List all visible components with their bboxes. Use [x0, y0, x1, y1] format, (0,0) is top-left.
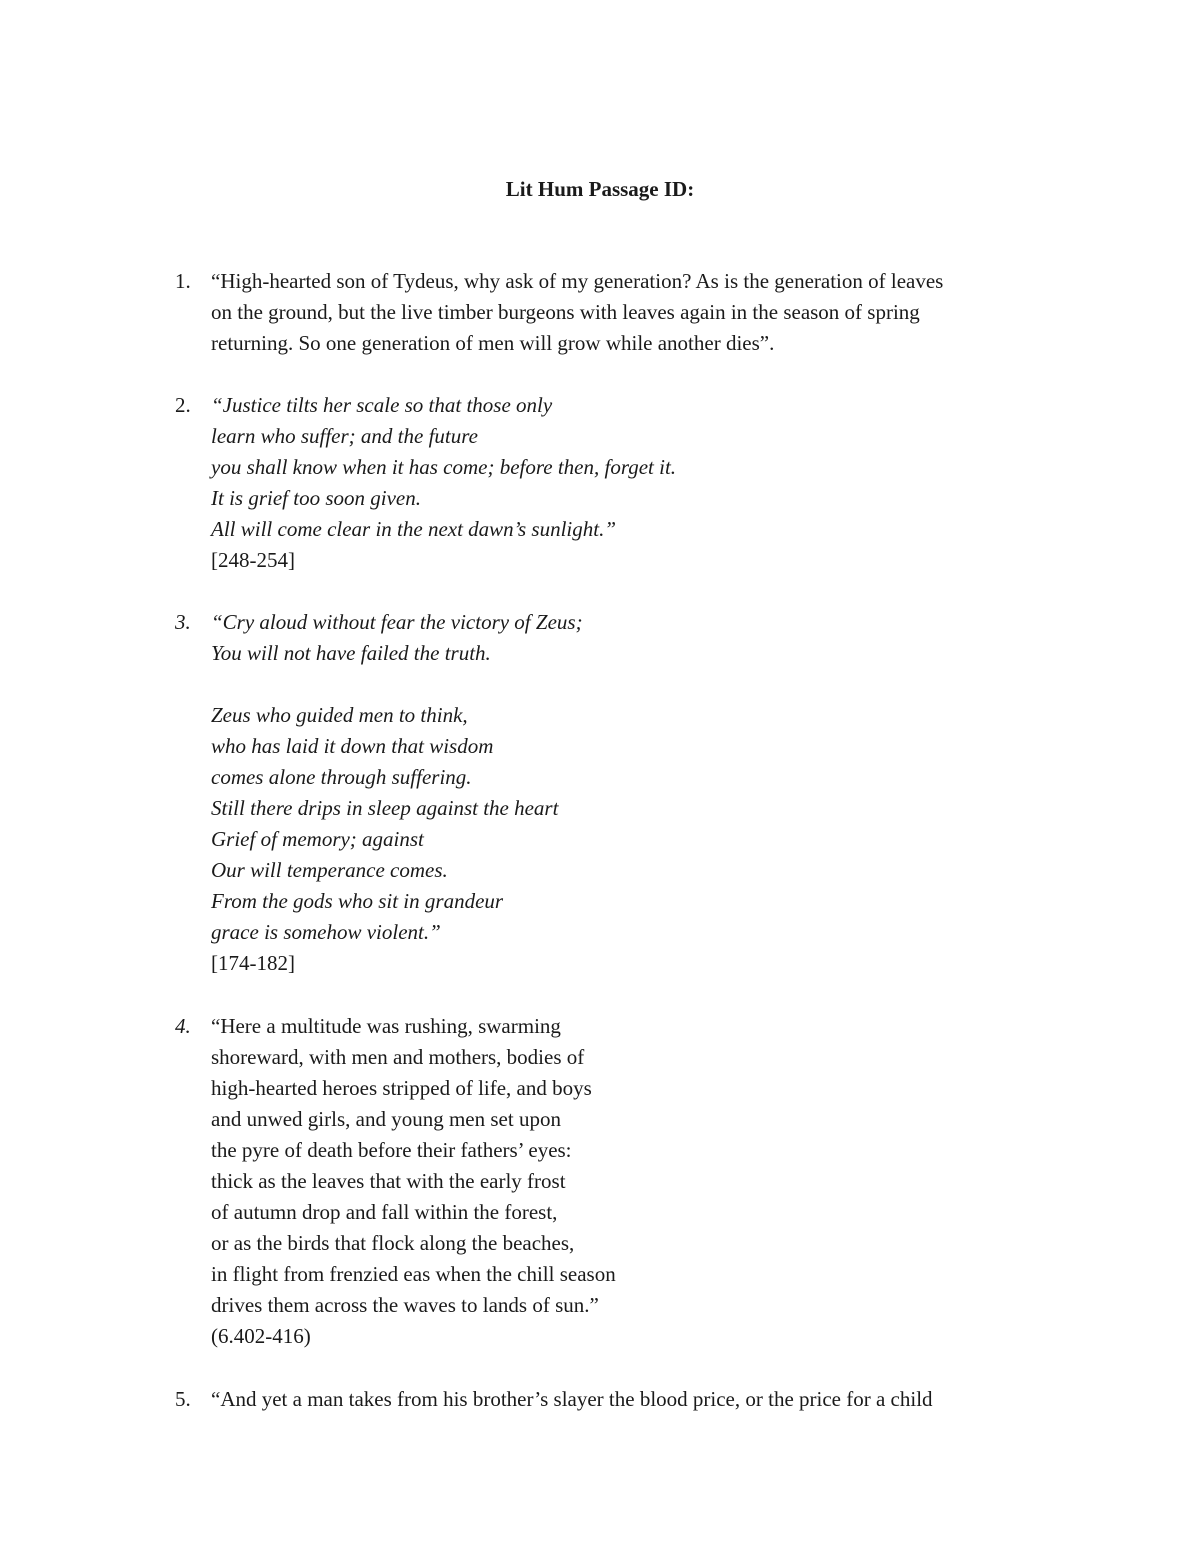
passage-line: You will not have failed the truth. — [211, 641, 491, 665]
passage-3 — [175, 607, 1055, 979]
passage-line: shoreward, with men and mothers, bodies of — [211, 1045, 585, 1069]
passage-line: of autumn drop and fall within the forest, — [211, 1200, 558, 1224]
passage-1 — [175, 266, 1055, 359]
passage-line: “Here a multitude was rushing, swarming — [211, 1014, 561, 1038]
passage-line: in flight from frenzied eas when the chill season — [211, 1262, 616, 1286]
passage-line: Still there drips in sleep against the heart — [211, 796, 559, 820]
passage-line: comes alone through suffering. — [211, 765, 472, 789]
passage-number: 3. — [175, 610, 191, 634]
passage-citation: [248-254] — [211, 548, 295, 572]
passage-4 — [175, 1011, 1055, 1352]
passage-line: “And yet a man takes from his brother’s slayer the blood price, or the price for a child — [211, 1387, 933, 1411]
passage-line: and unwed girls, and young men set upon — [211, 1107, 561, 1131]
passage-line: returning. So one generation of men will grow while another dies”. — [211, 331, 775, 355]
passage-citation: (6.402-416) — [211, 1324, 311, 1348]
passage-2 — [175, 390, 1055, 576]
passage-line: “High-hearted son of Tydeus, why ask of my generation? As is the generation of leaves — [211, 269, 944, 293]
passage-line: the pyre of death before their fathers’ eyes: — [211, 1138, 572, 1162]
passage-citation: [174-182] — [211, 951, 295, 975]
passage-line: learn who suffer; and the future — [211, 424, 478, 448]
passage-line: Zeus who guided men to think, — [211, 703, 468, 727]
passage-line: thick as the leaves that with the early frost — [211, 1169, 566, 1193]
passage-line: It is grief too soon given. — [211, 486, 421, 510]
passage-number: 4. — [175, 1014, 191, 1038]
passage-5 — [175, 1384, 1055, 1415]
passage-line: on the ground, but the live timber burgeons with leaves again in the season of spring — [211, 300, 920, 324]
passage-number: 5. — [175, 1387, 191, 1411]
passage-line: drives them across the waves to lands of sun.” — [211, 1293, 599, 1317]
passage-line: Grief of memory; against — [211, 827, 424, 851]
passage-number: 1. — [175, 269, 191, 293]
passage-line: who has laid it down that wisdom — [211, 734, 494, 758]
passage-line: or as the birds that flock along the beaches, — [211, 1231, 575, 1255]
passage-line: Our will temperance comes. — [211, 858, 448, 882]
passage-line: “Cry aloud without fear the victory of Zeus; — [211, 610, 583, 634]
passage-line: From the gods who sit in grandeur — [211, 889, 504, 913]
passage-line: grace is somehow violent.” — [211, 920, 441, 944]
page-title: Lit Hum Passage ID: — [505, 177, 695, 201]
passage-line: you shall know when it has come; before then, forget it. — [211, 455, 677, 479]
passage-number: 2. — [175, 393, 191, 417]
stanza-break — [211, 669, 1055, 700]
passage-line: “Justice tilts her scale so that those only — [211, 393, 553, 417]
passage-line: All will come clear in the next dawn’s sunlight.” — [211, 517, 616, 541]
passage-line: high-hearted heroes stripped of life, and boys — [211, 1076, 592, 1100]
